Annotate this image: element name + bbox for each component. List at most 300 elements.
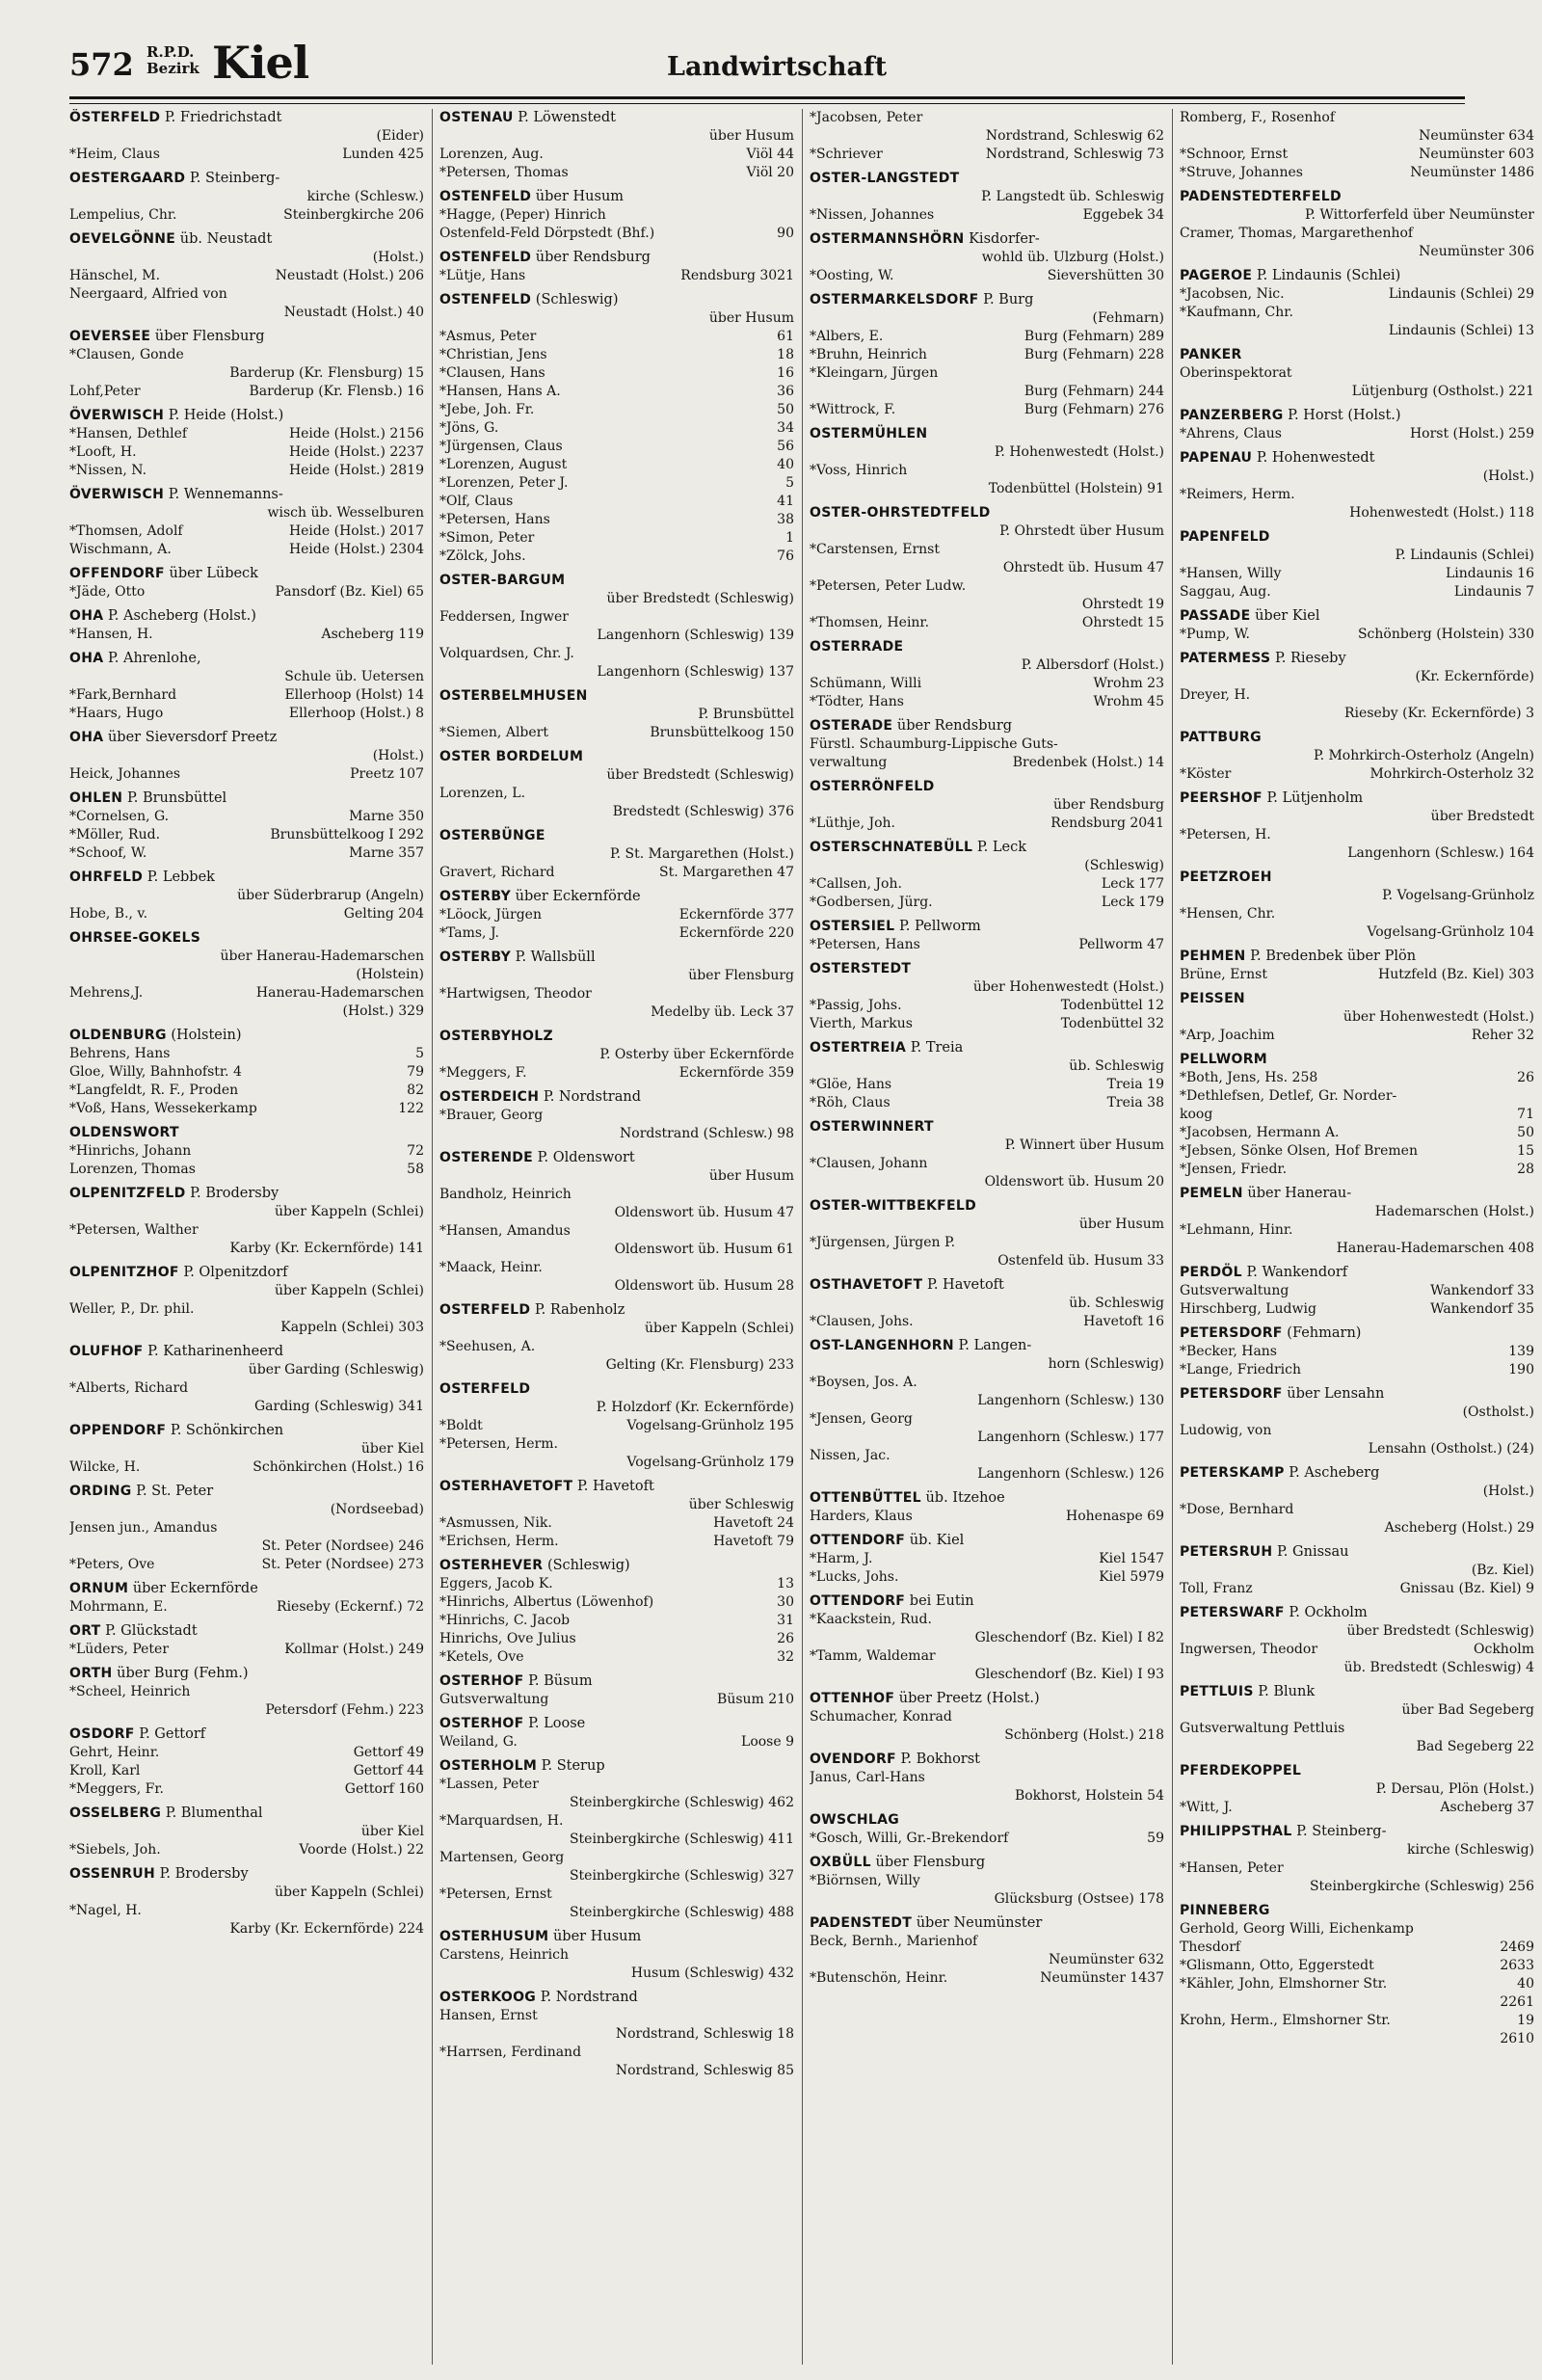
place-name: OEVERSEE xyxy=(69,329,151,344)
place-entry xyxy=(439,888,794,943)
list-item xyxy=(1180,243,1534,261)
place-entry xyxy=(439,1715,794,1752)
holder-name: Janus, Carl-Hans xyxy=(810,1770,925,1785)
phone-number: Langenhorn (Schlesw.) 177 xyxy=(977,1430,1164,1445)
place-entry xyxy=(810,1914,1164,1988)
place-line xyxy=(1180,1902,1534,1920)
phone-number: Burg (Fehmarn) 276 xyxy=(1024,402,1164,417)
post-office: über Hanerau- xyxy=(1247,1186,1352,1201)
post-office-cont: kirche (Schlesw.) xyxy=(306,189,424,204)
place-entry xyxy=(439,748,794,821)
post-office-cont: über Husum xyxy=(708,310,794,326)
list-item xyxy=(69,1045,424,1063)
place-entry xyxy=(439,291,794,566)
post-office: P. Nordstrand xyxy=(543,1089,642,1105)
holder-name: *Lucks, Johs. xyxy=(810,1569,899,1585)
phone-number: Vogelsang-Grünholz 179 xyxy=(626,1455,794,1470)
phone-number: Steinbergkirche (Schleswig) 462 xyxy=(569,1795,794,1810)
holder-name: *Peters, Ove xyxy=(69,1557,155,1572)
holder-name: Hobe, B., v. xyxy=(69,906,148,922)
list-item xyxy=(1180,826,1534,844)
list-item xyxy=(69,1598,424,1617)
phone-number: Pellworm 47 xyxy=(1078,937,1164,952)
place-line xyxy=(810,1811,1164,1830)
place-line xyxy=(439,949,794,967)
place-line xyxy=(69,486,424,504)
list-item xyxy=(69,1920,424,1939)
place-name: PADENSTEDTERFELD xyxy=(1180,189,1342,204)
holder-name: *Clausen, Johann xyxy=(810,1156,928,1171)
holder-name: *Alberts, Richard xyxy=(69,1380,189,1396)
place-line xyxy=(69,729,424,747)
list-item xyxy=(1180,1300,1534,1319)
place-name: OSTENFELD xyxy=(439,250,532,265)
holder-name: *Thomsen, Heinr. xyxy=(810,615,930,630)
post-office: P. Heide (Holst.) xyxy=(168,408,284,423)
place-entry xyxy=(69,230,424,322)
list-item xyxy=(810,1872,1164,1890)
place-line xyxy=(439,748,794,766)
list-item xyxy=(439,493,794,511)
post-office-cont: wisch üb. Wesselburen xyxy=(267,505,424,521)
place-line xyxy=(1180,650,1534,668)
phone-number: Havetoft 16 xyxy=(1083,1314,1164,1329)
post-office: P. Blunk xyxy=(1258,1684,1316,1699)
place-name: PETERSKAMP xyxy=(1180,1465,1285,1481)
place-entry xyxy=(1180,1762,1534,1817)
list-item xyxy=(810,1629,1164,1647)
place-entry xyxy=(69,1422,424,1477)
holder-name: Cramer, Thomas, Margarethenhof xyxy=(1180,226,1414,241)
list-item xyxy=(69,1519,424,1538)
holder-name: *Clausen, Gonde xyxy=(69,347,184,362)
place-line xyxy=(439,249,794,267)
place-line xyxy=(810,230,1164,249)
phone-number: 50 xyxy=(1517,1125,1534,1140)
holder-name: *Seehusen, A. xyxy=(439,1339,536,1354)
post-office: P. Friedrichstadt xyxy=(164,110,282,125)
directory-columns xyxy=(69,109,1534,2365)
phone-number: 19 xyxy=(1517,2013,1534,2028)
list-item xyxy=(69,1379,424,1398)
place-name: OSTENFELD xyxy=(439,189,532,204)
place-line xyxy=(69,1805,424,1823)
post-office-cont: über Bredstedt (Schleswig) xyxy=(1346,1623,1534,1639)
phone-number: Ascheberg 37 xyxy=(1440,1800,1534,1815)
post-office-cont: (Fehmarn) xyxy=(1092,310,1164,326)
place-entry xyxy=(1180,188,1534,261)
phone-number: 79 xyxy=(407,1064,424,1080)
post-office: über Sieversdorf Preetz xyxy=(107,730,278,745)
phone-number: Eckernförde 220 xyxy=(678,925,794,941)
phone-number: Gettorf 160 xyxy=(344,1781,424,1797)
place-entry xyxy=(810,638,1164,711)
post-office: über Rendsburg xyxy=(535,250,651,265)
place-line xyxy=(810,1854,1164,1872)
post-office: P. Havetoft xyxy=(927,1277,1004,1293)
holder-name: *Harm, J. xyxy=(810,1551,873,1566)
phone-number: Kiel 5979 xyxy=(1099,1569,1164,1585)
holder-name: *Kähler, John, Elmshorner Str. xyxy=(1180,1976,1388,1992)
place-entry xyxy=(1180,1543,1534,1598)
list-item xyxy=(439,2062,794,2080)
holder-name: *Hansen, Dethlef xyxy=(69,426,188,441)
phone-number: Karby (Kr. Eckernförde) 224 xyxy=(229,1921,424,1937)
holder-name: Gloe, Willy, Bahnhofstr. 4 xyxy=(69,1064,242,1080)
place-name: OSTERBY xyxy=(439,949,512,965)
phone-number: Schönberg (Holst.) 218 xyxy=(1004,1727,1164,1743)
holder-name: *Maack, Heinr. xyxy=(439,1260,543,1275)
place-entry xyxy=(1180,1051,1534,1179)
list-item xyxy=(1180,923,1534,942)
list-item xyxy=(1180,322,1534,340)
place-line xyxy=(1180,948,1534,966)
header-rule-thin xyxy=(69,103,1465,104)
post-office-cont: P. Hohenwestedt (Holst.) xyxy=(994,444,1164,460)
holder-name: *Jöns, G. xyxy=(439,420,499,436)
post-office-cont: (Bz. Kiel) xyxy=(1471,1563,1534,1578)
list-item xyxy=(810,1666,1164,1684)
holder-name: *Lüders, Peter xyxy=(69,1642,170,1657)
holder-name: *Kaackstein, Rud. xyxy=(810,1612,932,1627)
place-entry xyxy=(1180,869,1534,942)
holder-name: *Nissen, Johannes xyxy=(810,207,935,223)
place-name: ORDING xyxy=(69,1484,132,1499)
holder-name: Gravert, Richard xyxy=(439,865,555,880)
place-entry xyxy=(1180,650,1534,723)
place-entry xyxy=(439,249,794,285)
list-item xyxy=(69,206,424,225)
post-office-cont: P. Dersau, Plön (Holst.) xyxy=(1375,1781,1534,1797)
list-item xyxy=(69,1082,424,1100)
phone-number: 122 xyxy=(398,1101,424,1116)
place-line xyxy=(439,687,794,706)
list-item xyxy=(439,1338,794,1356)
list-item xyxy=(439,785,794,803)
list-item xyxy=(69,383,424,401)
post-office: P. Rabenholz xyxy=(534,1302,625,1318)
place-line xyxy=(1180,869,1534,887)
column-4 xyxy=(1180,109,1534,2365)
place-entry xyxy=(810,291,1164,419)
phone-number: 90 xyxy=(777,226,794,241)
holder-name: Gutsverwaltung xyxy=(439,1692,549,1707)
phone-number: Petersdorf (Fehm.) 223 xyxy=(265,1702,424,1718)
place-name: OESTERGAARD xyxy=(69,171,186,186)
district-label xyxy=(146,44,214,77)
phone-number: 72 xyxy=(407,1143,424,1159)
rpd-label: R.P.D. xyxy=(146,43,195,61)
list-item xyxy=(810,1647,1164,1666)
place-line xyxy=(1180,346,1534,364)
post-office: über Husum xyxy=(552,1929,642,1944)
list-item xyxy=(439,1965,794,1983)
post-office-cont: über Bredstedt (Schleswig) xyxy=(606,767,794,783)
place-line xyxy=(69,1027,424,1045)
post-office-cont: über Hohenwestedt (Holst.) xyxy=(1343,1009,1534,1025)
holder-name: *Jürgensen, Jürgen P. xyxy=(810,1235,956,1250)
phone-number: Burg (Fehmarn) 289 xyxy=(1024,329,1164,344)
list-item xyxy=(439,663,794,682)
list-item xyxy=(1180,583,1534,602)
place-entry xyxy=(810,1811,1164,1848)
holder-name: *Fark,Bernhard xyxy=(69,687,177,703)
phone-number: 28 xyxy=(1517,1162,1534,1177)
phone-number: üb. Bredstedt (Schleswig) 4 xyxy=(1343,1660,1534,1675)
phone-number: Viöl 20 xyxy=(746,165,794,180)
place-entry xyxy=(1180,346,1534,401)
list-item xyxy=(1180,1580,1534,1598)
list-item xyxy=(439,419,794,438)
page-header xyxy=(69,37,1465,96)
holder-name: Bandholz, Heinrich xyxy=(439,1187,572,1202)
place-name: OTTENDORF xyxy=(810,1593,906,1609)
phone-number: 61 xyxy=(777,329,794,344)
phone-number: Nordstrand (Schlesw.) 98 xyxy=(620,1126,794,1141)
post-office: P. Langen- xyxy=(958,1338,1032,1353)
list-item xyxy=(1180,146,1534,164)
place-name: PATTBURG xyxy=(1180,730,1262,745)
post-office: P. Brodersby xyxy=(159,1866,249,1882)
list-item xyxy=(439,1125,794,1143)
list-item xyxy=(1180,705,1534,723)
list-item xyxy=(1180,1221,1534,1240)
place-entry xyxy=(439,1301,794,1375)
holder-name: Brüne, Ernst xyxy=(1180,967,1267,982)
list-item xyxy=(69,1063,424,1082)
holder-name: *Marquardsen, H. xyxy=(439,1813,564,1829)
post-office-cont: üb. Schleswig xyxy=(1069,1296,1164,1311)
post-office-cont: Hademarschen (Holst.) xyxy=(1374,1204,1534,1219)
list-item xyxy=(69,462,424,480)
post-office-cont: über Hohenwestedt (Holst.) xyxy=(972,979,1164,995)
holder-name: *Lorenzen, Peter J. xyxy=(439,475,569,491)
phone-number: 36 xyxy=(777,384,794,399)
place-name: OLPENITZFELD xyxy=(69,1186,186,1201)
post-office: P. Lebbek xyxy=(146,869,215,885)
city-name: Kiel xyxy=(212,37,309,89)
post-office: (Fehmarn) xyxy=(1287,1325,1362,1341)
place-name: OSTENFELD xyxy=(439,292,532,308)
list-item xyxy=(439,864,794,882)
list-item xyxy=(1180,765,1534,784)
list-item xyxy=(810,894,1164,912)
list-item xyxy=(69,541,424,559)
list-item xyxy=(1180,1087,1534,1106)
place-line xyxy=(69,1665,424,1683)
place-name: ÖVERWISCH xyxy=(69,487,165,502)
place-name: OVENDORF xyxy=(810,1752,896,1767)
phone-number: 16 xyxy=(777,365,794,381)
place-name: OSTERSIEL xyxy=(810,919,895,934)
place-name: PETERSWARF xyxy=(1180,1605,1285,1620)
place-line xyxy=(1180,1762,1534,1780)
post-office-cont: über Kiel xyxy=(360,1441,424,1457)
phone-number: Ostenfeld üb. Husum 33 xyxy=(997,1253,1164,1269)
place-entry xyxy=(69,486,424,559)
holder-name: *Hensen, Chr. xyxy=(1180,906,1276,922)
phone-number: (Holst.) 329 xyxy=(342,1003,424,1019)
phone-number: Glücksburg (Ostsee) 178 xyxy=(994,1891,1164,1907)
phone-number: Oldenswort üb. Husum 20 xyxy=(984,1174,1164,1190)
holder-name: *Hartwigsen, Theodor xyxy=(439,986,592,1002)
place-line xyxy=(1180,267,1534,285)
phone-number: Rieseby (Kr. Eckernförde) 3 xyxy=(1344,706,1534,721)
phone-number: St. Margarethen 47 xyxy=(659,865,794,880)
phone-number: 2633 xyxy=(1500,1958,1534,1973)
list-item xyxy=(439,1454,794,1472)
list-item xyxy=(439,1867,794,1885)
place-name: OTTENBÜTTEL xyxy=(810,1490,921,1506)
list-item xyxy=(1180,1738,1534,1756)
phone-number: Rieseby (Eckernf.) 72 xyxy=(277,1599,424,1615)
list-item xyxy=(69,686,424,705)
place-entry xyxy=(69,565,424,602)
post-office: P. Bokhorst xyxy=(900,1752,981,1767)
holder-name: *Jacobsen, Peter xyxy=(810,110,923,125)
post-office: P. Blumenthal xyxy=(165,1805,263,1821)
list-item xyxy=(439,906,794,924)
list-item xyxy=(69,1701,424,1720)
holder-name: Neergaard, Alfried von xyxy=(69,286,227,302)
list-item xyxy=(69,346,424,364)
place-line xyxy=(69,1483,424,1501)
holder-name: *Both, Jens, Hs. 258 xyxy=(1180,1070,1318,1085)
post-office: P. Glückstadt xyxy=(105,1623,198,1639)
list-item xyxy=(810,936,1164,954)
post-office: P. Ascheberg xyxy=(1289,1465,1380,1481)
place-name: OSTERBÜNGE xyxy=(439,828,545,843)
place-name: OSTERHUSUM xyxy=(439,1929,549,1944)
list-item xyxy=(1180,905,1534,923)
list-item xyxy=(1180,127,1534,146)
place-line xyxy=(69,170,424,188)
place-line xyxy=(810,1592,1164,1611)
place-entry xyxy=(810,1532,1164,1587)
phone-number: Gettorf 49 xyxy=(353,1745,424,1760)
phone-number: Nordstrand, Schleswig 73 xyxy=(985,147,1164,162)
list-item xyxy=(439,1204,794,1222)
phone-number: Kollmar (Holst.) 249 xyxy=(284,1642,424,1657)
phone-number: Ohrstedt üb. Husum 47 xyxy=(1002,560,1164,575)
list-item xyxy=(1180,1422,1534,1440)
post-office-cont: (Nordseebad) xyxy=(330,1502,424,1517)
list-item xyxy=(810,875,1164,894)
list-item xyxy=(1180,425,1534,443)
list-item xyxy=(1180,1142,1534,1161)
list-item xyxy=(439,1107,794,1125)
place-entry xyxy=(439,827,794,882)
place-line xyxy=(810,960,1164,978)
place-line xyxy=(1180,1543,1534,1562)
phone-number: Ohrstedt 15 xyxy=(1081,615,1164,630)
holder-name: Schumacher, Konrad xyxy=(810,1709,952,1725)
list-item xyxy=(439,1514,794,1533)
post-office: P. Olpenitzdorf xyxy=(183,1265,288,1280)
post-office-cont: P. Winnert über Husum xyxy=(1004,1137,1164,1153)
holder-name: *Becker, Hans xyxy=(1180,1344,1277,1359)
column-3 xyxy=(810,109,1164,2365)
list-item xyxy=(1180,1720,1534,1738)
place-line xyxy=(1180,1683,1534,1701)
phone-number: 38 xyxy=(777,512,794,527)
phone-number: Lindaunis (Schlei) 29 xyxy=(1388,286,1534,302)
phone-number: Büsum 210 xyxy=(717,1692,794,1707)
list-item xyxy=(810,577,1164,596)
list-item xyxy=(439,146,794,164)
phone-number: 40 xyxy=(777,457,794,472)
phone-number: 31 xyxy=(777,1613,794,1628)
place-entry xyxy=(69,869,424,923)
place-name: PFERDEKOPPEL xyxy=(1180,1763,1302,1778)
place-line xyxy=(1180,789,1534,808)
post-office-cont: über Kappeln (Schlei) xyxy=(275,1283,424,1298)
phone-number: Gleschendorf (Bz. Kiel) I 82 xyxy=(974,1630,1164,1645)
place-entry xyxy=(810,1039,1164,1112)
post-office: P. Ahrenlohe, xyxy=(107,651,201,666)
list-item xyxy=(69,1902,424,1920)
place-line xyxy=(810,504,1164,522)
holder-name: *Tamm, Waldemar xyxy=(810,1648,936,1664)
phone-number: Lunden 425 xyxy=(342,147,424,162)
place-line xyxy=(1180,1185,1534,1203)
place-name: OSTERMANNSHÖRN xyxy=(810,231,965,247)
phone-number: 58 xyxy=(407,1162,424,1177)
place-entry xyxy=(69,1580,424,1617)
post-office: P. Horst (Holst.) xyxy=(1288,408,1401,423)
holder-name: *Brauer, Georg xyxy=(439,1108,544,1123)
post-office: Kisdorfer- xyxy=(969,231,1040,247)
list-item xyxy=(439,1003,794,1022)
place-entry xyxy=(810,839,1164,912)
phone-number: Neumünster 634 xyxy=(1419,128,1534,144)
list-item xyxy=(1180,364,1534,383)
holder-name: Hinrichs, Ove Julius xyxy=(439,1631,576,1646)
place-line xyxy=(69,1185,424,1203)
place-name: OHLEN xyxy=(69,790,123,806)
list-item xyxy=(69,146,424,164)
holder-name: *Asmus, Peter xyxy=(439,329,537,344)
list-item xyxy=(439,225,794,243)
list-item xyxy=(439,608,794,627)
phone-number: Neustadt (Holst.) 40 xyxy=(283,305,424,320)
post-office: (Holstein) xyxy=(171,1028,242,1043)
phone-number: Lindaunis (Schlei) 13 xyxy=(1388,323,1534,338)
place-entry xyxy=(810,1854,1164,1909)
list-item xyxy=(69,285,424,304)
holder-name: *Heim, Claus xyxy=(69,147,160,162)
phone-number: Schönberg (Holstein) 330 xyxy=(1357,627,1534,642)
place-entry xyxy=(1180,729,1534,784)
phone-number: Bad Segeberg 22 xyxy=(1416,1739,1534,1754)
place-entry xyxy=(69,1665,424,1720)
place-entry xyxy=(810,778,1164,833)
phone-number: 34 xyxy=(777,420,794,436)
holder-name: *Tödter, Hans xyxy=(810,694,904,709)
phone-number: Oldenswort üb. Husum 47 xyxy=(614,1205,794,1220)
phone-number: 18 xyxy=(777,347,794,362)
phone-number: Wankendorf 35 xyxy=(1430,1301,1534,1317)
list-item xyxy=(1180,1440,1534,1458)
list-item xyxy=(810,1374,1164,1392)
list-item xyxy=(810,109,1164,127)
post-office-cont: P. Osterby über Eckernförde xyxy=(599,1047,794,1062)
post-office-cont: P. Mohrkirch-Osterholz (Angeln) xyxy=(1313,748,1534,763)
list-item xyxy=(810,1410,1164,1429)
place-line xyxy=(810,1751,1164,1769)
place-name: OPPENDORF xyxy=(69,1423,167,1438)
list-item xyxy=(1180,966,1534,984)
